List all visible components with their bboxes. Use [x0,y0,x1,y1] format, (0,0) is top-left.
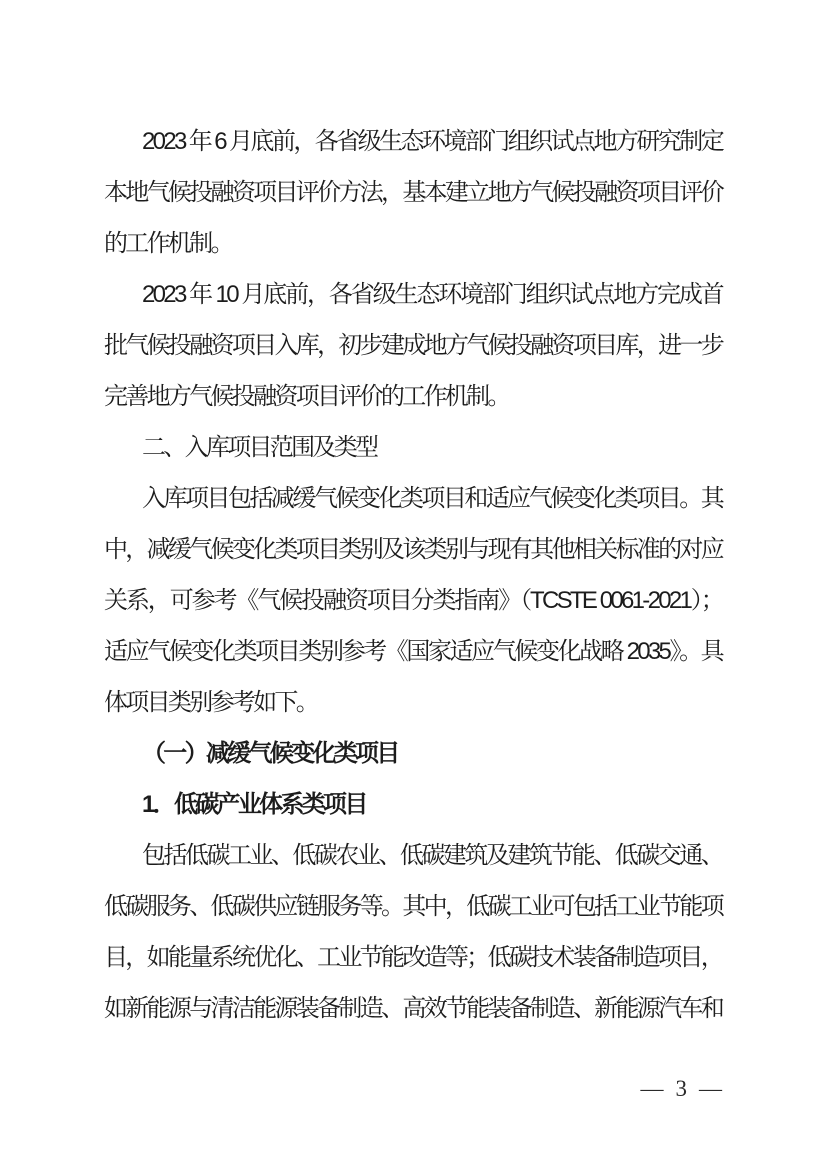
paragraph-3-line-2: 中，减缓气候变化类项目类别及该类别与现有其他相关标准的对应 [104,536,722,563]
section-heading: 二、入库项目范围及类型 [142,434,377,461]
paragraph-4-line-4: 如新能源与清洁能源装备制造、高效节能装备制造、新能源汽车和 [104,995,722,1022]
paragraph-3-line-4: 适应气候变化类项目类别参考《国家适应气候变化战略 2035》。具 [104,638,722,665]
paragraph-3-line-3: 关系，可参考《气候投融资项目分类指南》（TCSTE 0061-2021）； [104,587,722,614]
paragraph-2-line-2: 批气候投融资项目入库，初步建成地方气候投融资项目库，进一步 [104,332,722,359]
page-number: 3 [675,1076,687,1101]
paragraph-2-line-1: 2023 年 10 月底前，各省级生态环境部门组织试点地方完成首 [142,281,722,308]
paragraph-3-line-1: 入库项目包括减缓气候变化类项目和适应气候变化类项目。其 [142,485,722,512]
footer-dash-left: — [640,1076,664,1101]
document-content [104,116,722,1034]
paragraph-1-line-1: 2023 年 6 月底前，各省级生态环境部门组织试点地方研究制定 [142,128,722,155]
paragraph-4-line-2: 低碳服务、低碳供应链服务等。其中，低碳工业可包括工业节能项 [104,893,722,920]
footer-dash-right: — [699,1076,722,1101]
paragraph-2-line-3: 完善地方气候投融资项目评价的工作机制。 [104,383,509,410]
paragraph-1-line-2: 本地气候投融资项目评价方法，基本建立地方气候投融资项目评价 [104,179,722,206]
subsection-heading-2: 1．低碳产业体系类项目 [142,791,366,818]
paragraph-4-line-3: 目，如能量系统优化、工业节能改造等；低碳技术装备制造项目， [104,944,722,971]
paragraph-4-line-1: 包括低碳工业、低碳农业、低碳建筑及建筑节能、低碳交通、 [142,842,722,869]
paragraph-3-line-5: 体项目类别参考如下。 [104,689,317,716]
subsection-heading-1: （一）减缓气候变化类项目 [142,740,398,767]
paragraph-1-line-3: 的工作机制。 [104,230,232,257]
page-footer [641,1072,723,1106]
